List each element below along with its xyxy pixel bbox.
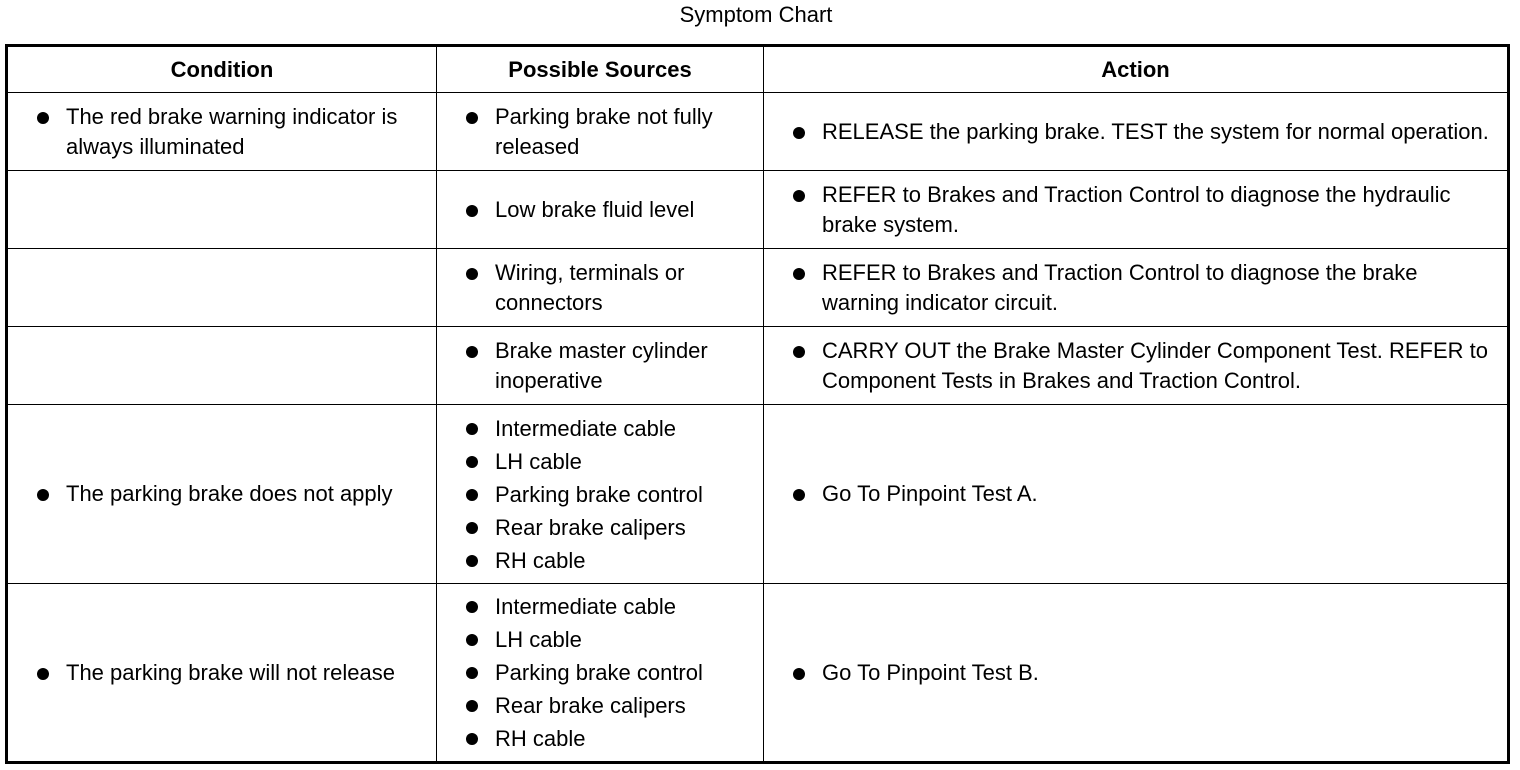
- page-title: Symptom Chart: [679, 2, 833, 27]
- source-item: LH cable: [437, 445, 763, 478]
- action-cell: [764, 93, 1509, 171]
- sources-cell: [437, 405, 764, 584]
- table-header-row: [7, 46, 1509, 93]
- source-item: RH cable: [437, 544, 763, 577]
- action-text: CARRY OUT the Brake Master Cylinder Component Test. REFER to Component Tests in Brakes and Traction Control.: [764, 336, 1507, 396]
- source-item: LH cable: [437, 623, 763, 656]
- sources-cell: [437, 249, 764, 327]
- source-item: Parking brake not fully released: [437, 102, 763, 162]
- condition-cell: [7, 171, 437, 249]
- column-header-condition: Condition: [7, 46, 437, 93]
- sources-cell: [437, 171, 764, 249]
- action-cell: [764, 327, 1509, 405]
- source-item: RH cable: [437, 722, 763, 755]
- action-cell: [764, 584, 1509, 763]
- action-cell: [764, 171, 1509, 249]
- condition-cell: [7, 405, 437, 584]
- column-header-possible-sources: Possible Sources: [437, 46, 764, 93]
- table-row: [7, 584, 1509, 763]
- condition-cell: [7, 584, 437, 763]
- condition-text: The red brake warning indicator is always illuminated: [8, 102, 436, 162]
- action-text: RELEASE the parking brake. TEST the system for normal operation.: [764, 117, 1507, 147]
- source-item: Intermediate cable: [437, 590, 763, 623]
- source-item: Brake master cylinder inoperative: [437, 336, 763, 396]
- condition-text: The parking brake will not release: [8, 658, 436, 688]
- action-text: Go To Pinpoint Test B.: [764, 658, 1507, 688]
- source-item: Rear brake calipers: [437, 511, 763, 544]
- action-text: REFER to Brakes and Traction Control to diagnose the hydraulic brake system.: [764, 180, 1507, 240]
- action-text: REFER to Brakes and Traction Control to diagnose the brake warning indicator circuit.: [764, 258, 1507, 318]
- table-row: [7, 171, 1509, 249]
- source-item: Parking brake control: [437, 478, 763, 511]
- condition-cell: [7, 93, 437, 171]
- condition-cell: [7, 249, 437, 327]
- table-row: [7, 249, 1509, 327]
- action-cell: [764, 405, 1509, 584]
- condition-cell: [7, 327, 437, 405]
- sources-cell: [437, 584, 764, 763]
- action-text: Go To Pinpoint Test A.: [764, 479, 1507, 509]
- source-item: Rear brake calipers: [437, 689, 763, 722]
- symptom-table: [5, 44, 1510, 764]
- sources-cell: [437, 93, 764, 171]
- source-item: Parking brake control: [437, 656, 763, 689]
- sources-cell: [437, 327, 764, 405]
- source-item: Wiring, terminals or connectors: [437, 258, 763, 318]
- condition-text: The parking brake does not apply: [8, 479, 436, 509]
- action-cell: [764, 249, 1509, 327]
- source-item: Intermediate cable: [437, 412, 763, 445]
- column-header-action: Action: [764, 46, 1509, 93]
- table-row: [7, 327, 1509, 405]
- source-item: Low brake fluid level: [437, 195, 763, 225]
- table-row: [7, 93, 1509, 171]
- table-row: [7, 405, 1509, 584]
